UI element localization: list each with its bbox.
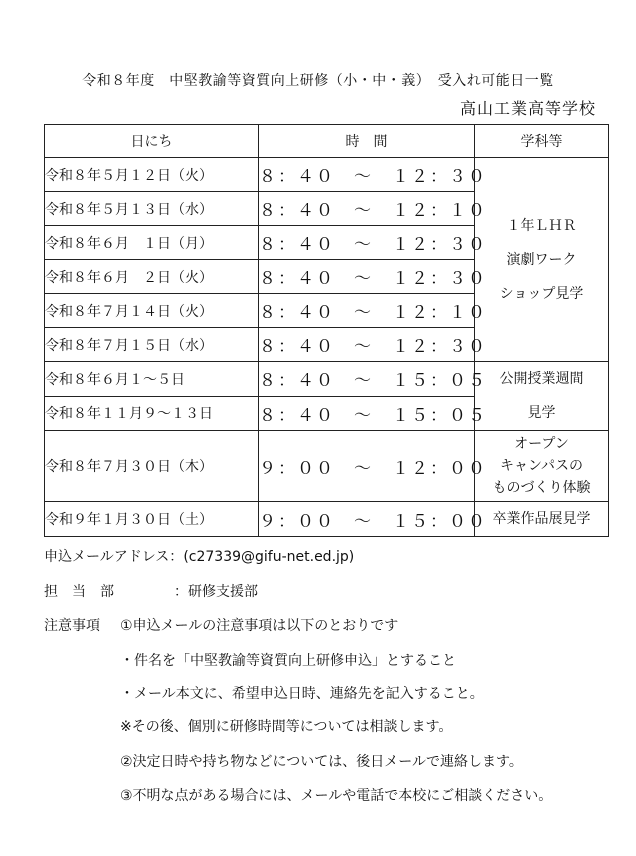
row-date: 令和８年６月 １日（月） [45, 226, 259, 260]
header-dept: 学科等 [475, 125, 609, 158]
row-time: ９：００ ～ １５：００ [259, 502, 475, 537]
row-date: 令和８年５月１３日（水） [45, 192, 259, 226]
dept-line: 演劇ワーク [506, 251, 577, 268]
row-date: 令和８年６月１～５日 [45, 362, 259, 397]
row-date: 令和９年１月３０日（土） [45, 502, 259, 537]
row-date: 令和８年７月１５日（水） [45, 328, 259, 362]
row-time: ８：４０ ～ １２：３０ [259, 328, 475, 362]
row-time: ８：４０ ～ １２：１０ [259, 294, 475, 328]
dept-group-open-class [475, 362, 609, 431]
dept-group-lhr [475, 158, 609, 362]
note-item-3: ③不明な点がある場合には、メールや電話で本校にご相談ください。 [120, 788, 553, 804]
dept-line: 卒業作品展見学 [492, 511, 591, 527]
dept-line: オープン [514, 436, 569, 452]
department-label: 担 当 部 [44, 584, 114, 600]
note-item-2: ②決定日時や持ち物などについては、後日メールで連絡します。 [120, 754, 523, 770]
header-time: 時 間 [259, 125, 475, 158]
row-time: ９：００ ～ １２：００ [259, 431, 475, 502]
note-sub-1: ・件名を「中堅教諭等資質向上研修申込」とすること [120, 653, 456, 669]
table-header-row [45, 125, 609, 158]
dept-line: ものづくり体験 [492, 480, 591, 496]
dept-line: 見学 [527, 405, 556, 421]
row-date: 令和８年１１月９～１３日 [45, 396, 259, 431]
dept-line: 公開授業週間 [499, 371, 584, 387]
row-time: ８：４０ ～ １５：０５ [259, 362, 475, 397]
row-date: 令和８年６月 ２日（火） [45, 260, 259, 294]
email-line [44, 546, 354, 566]
header-date: 日にち [45, 125, 259, 158]
dept-line: キャンパスの [499, 458, 584, 474]
note-sub-3: ※その後、個別に研修時間等については相談します。 [120, 719, 453, 735]
table-row [45, 362, 609, 397]
dept-line: １年ＬＨＲ [506, 217, 577, 234]
row-date: 令和８年７月１４日（火） [45, 294, 259, 328]
table-row [45, 502, 609, 537]
dept-group-open-campus [475, 431, 609, 502]
note-item-1: ①申込メールの注意事項は以下のとおりです [120, 618, 399, 634]
department-line [44, 581, 258, 601]
department-value: ：研修支援部 [174, 584, 258, 600]
notes-label: 注意事項 [44, 618, 100, 634]
row-time: ８：４０ ～ １５：０５ [259, 396, 475, 431]
row-time: ８：４０ ～ １２：３０ [259, 260, 475, 294]
row-date: 令和８年７月３０日（木） [45, 431, 259, 502]
row-date: 令和８年５月１２日（火） [45, 158, 259, 192]
row-time: ８：４０ ～ １２：３０ [259, 226, 475, 260]
document-title: 令和８年度 中堅教諭等資質向上研修（小・中・義） 受入れ可能日一覧 [82, 73, 554, 89]
note-sub-2: ・メール本文に、希望申込日時、連絡先を記入すること。 [120, 686, 484, 702]
schedule-table [44, 124, 609, 537]
table-row [45, 158, 609, 192]
email-address: (c27339@gifu-net.ed.jp) [183, 549, 355, 565]
row-time: ８：４０ ～ １２：３０ [259, 158, 475, 192]
row-time: ８：４０ ～ １２：１０ [259, 192, 475, 226]
school-name: 高山工業高等学校 [459, 99, 596, 118]
email-label: 申込メールアドレス： [44, 549, 184, 565]
dept-group-graduation [475, 502, 609, 537]
table-row [45, 431, 609, 502]
dept-line: ショップ見学 [499, 285, 584, 302]
